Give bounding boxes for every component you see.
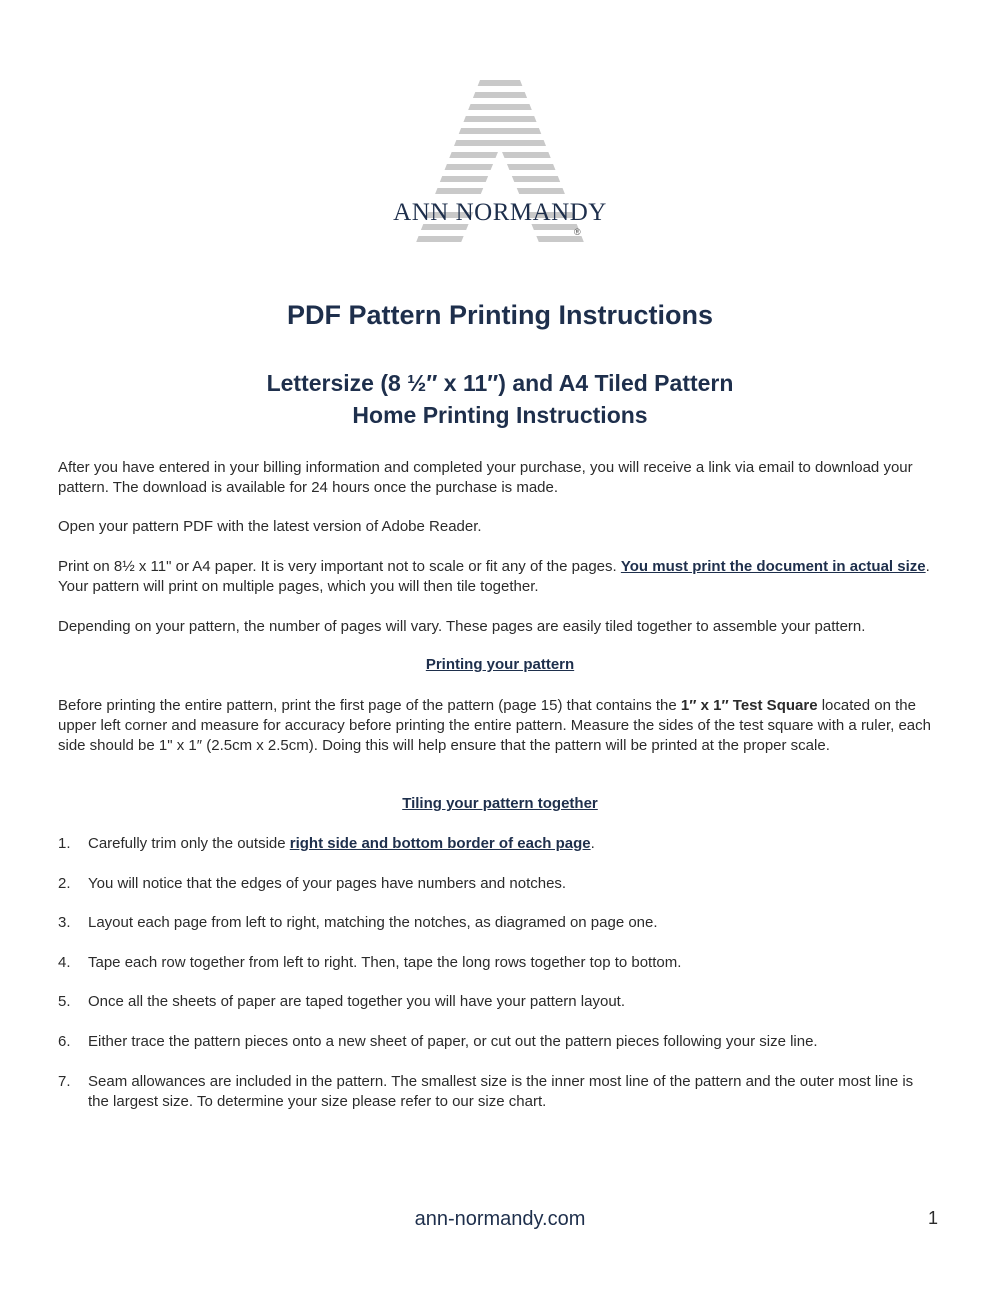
list-text: Seam allowances are included in the pattern. The smallest size is the inner most line of the pattern and the outer most line is the largest size. To determine your size please refer to our size chart. [88, 1073, 914, 1110]
list-number: 6. [58, 1033, 71, 1050]
intro-paragraph-1: After you have entered in your billing information and completed your purchase, you will receive a link via email to download your pattern. The download is available for 24 hours once the purchase is made. [58, 459, 913, 496]
subtitle-line-1: Lettersize (8 ½″ x 11″) and A4 Tiled Pattern [266, 370, 734, 396]
page-title: PDF Pattern Printing Instructions [286, 300, 714, 330]
paragraph-text: . Your pattern will print on multiple pages, which you will then tile together. [58, 558, 930, 595]
subtitle-line-2: Home Printing Instructions [352, 402, 648, 428]
trim-emphasis: right side and bottom border of each page [289, 835, 591, 852]
registered-mark: ® [574, 227, 581, 237]
list-number: 3. [58, 914, 71, 931]
list-number: 4. [58, 954, 71, 971]
intro-paragraph-4: Depending on your pattern, the number of pages will vary. These pages are easily tiled together to assemble your pattern. [58, 618, 866, 635]
list-number: 5. [58, 993, 71, 1010]
brand-logo [380, 75, 620, 250]
list-text-part: . [590, 835, 595, 852]
list-number: 2. [58, 875, 71, 892]
actual-size-emphasis: You must print the document in actual size [620, 558, 926, 575]
list-text-part: Carefully trim only the outside [88, 835, 290, 852]
list-text: Either trace the pattern pieces onto a new sheet of paper, or cut out the pattern pieces following your size line. [88, 1033, 818, 1050]
intro-paragraph-3 [58, 557, 943, 597]
paragraph-text: Print on 8½ x 11" or A4 paper. It is very important not to scale or fit any of the pages. [58, 558, 621, 575]
paragraph-text: located on the upper left corner and measure for accuracy before printing the entire pattern. Measure the sides of the test square with a ruler, each side should be 1" x 1″ (2.5cm x 2.5cm). Doing this will help ensure that the pattern will be printed at the proper scale. [58, 697, 931, 754]
list-number: 7. [58, 1073, 71, 1090]
footer-url: ann-normandy.com [414, 1208, 586, 1230]
list-text: Tape each row together from left to right. Then, tape the long rows together top to bottom. [88, 954, 682, 971]
tiling-heading: Tiling your pattern together [402, 795, 598, 812]
paragraph-text: Before printing the entire pattern, print the first page of the pattern (page 15) that contains the [58, 697, 681, 714]
printing-paragraph [58, 696, 943, 756]
list-text: Once all the sheets of paper are taped together you will have your pattern layout. [88, 993, 625, 1010]
printing-heading: Printing your pattern [425, 656, 575, 673]
intro-paragraph-2: Open your pattern PDF with the latest version of Adobe Reader. [58, 518, 482, 535]
list-text: You will notice that the edges of your pages have numbers and notches. [88, 875, 567, 892]
test-square-emphasis: 1″ x 1″ Test Square [680, 697, 818, 714]
page-number: 1 [928, 1208, 939, 1228]
list-text: Layout each page from left to right, matching the notches, as diagramed on page one. [88, 914, 658, 931]
brand-name: ANN NORMANDY [393, 199, 607, 226]
list-text [88, 834, 938, 854]
list-number: 1. [58, 835, 71, 852]
